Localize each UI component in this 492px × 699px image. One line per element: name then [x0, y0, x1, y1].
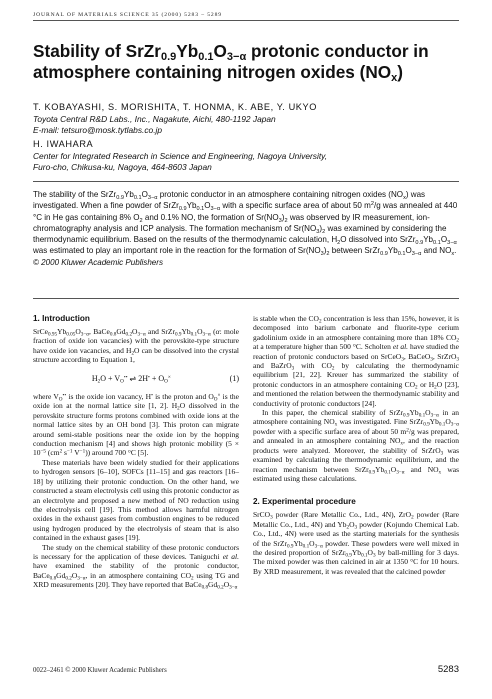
affiliation-2-line-2: Furo-cho, Chikusa-ku, Nagoya, 464-8603 Japan — [33, 162, 212, 172]
column-left — [33, 314, 239, 590]
paragraph: In this paper, the chemical stability of $SrZr_{0.9}Yb_{0.1}O_{3-\alpha}$ in an atmosphere containing $NO_x$ was investigated. Fine $SrZr_{0.9}Yb_{0.1}O_{3-\alpha}$ powder with a specific surface area of about 50 $m^2/g$ was prepared, and annealed in an atmosphere containing $NO_x$, and the reaction products were analyzed. Moreover, the stability of SrZrO$_3$ was examined by calculating the thermodynamic equilibrium, and the reaction mechanism between $SrZr_{0.9}Yb_{0.1}O_{3-\alpha}$ and $NO_x$ was estimated using these calculations. — [253, 408, 459, 483]
paper-title: Stability of $SrZr_{0.9}Yb_{0.1}O_{3-\alpha}$ protonic conductor in atmosphere containing nitrogen oxides $(NO_x)$ — [33, 41, 429, 84]
paragraph: is stable when the $CO_2$ concentration is less than 15%, however, it is decomposed into barium carbonate and fluorite-type cerium gadolinium oxide in an atmosphere containing more than 18% $CO_2$ at a temperature higher than 500 °C. Scholten et al. have studied the reaction of protonic conductors based on SrCeO$_3$, BaCeO$_3$, SrZrO$_3$ and BaZrO$_3$ with $CO_2$ by calculating the thermodynamic equilibrium [21, 22]. Kreuer has summarized the stability of protonic conductors in an atmosphere containing $CO_2$ or $H_2O$ [23], and mentioned the relation between the thermodynamic stability and conductivity of protonic conductors [24]. — [253, 314, 460, 408]
journal-header: JOURNAL OF MATERIALS SCIENCE 35 (2000) 5283 – 5289 — [33, 12, 222, 18]
affiliation-1: Toyota Central R&D Labs., Inc., Nagakute, Aichi, 480-1192 Japan — [33, 114, 276, 124]
equation-number: (1) — [229, 373, 239, 383]
footer-copyright: 0022–2461 © 2000 Kluwer Academic Publishers — [33, 667, 167, 674]
abstract-rule-top — [33, 181, 459, 182]
author-list-2: H. IWAHARA — [33, 139, 94, 149]
affiliation-2-line-1: Center for Integrated Research in Science and Engineering, Nagoya University, — [33, 151, 328, 161]
abstract-rule-bottom — [33, 298, 459, 299]
column-right — [253, 314, 459, 576]
section-heading-experimental: 2. Experimental procedure — [253, 497, 356, 507]
author-list-1: T. KOBAYASHI, S. MORISHITA, T. HONMA, K. ABE, Y. UKYO — [33, 102, 318, 112]
abstract: The stability of the $SrZr_{0.9}Yb_{0.1}O_{3-\alpha}$ protonic conductor in an atmosphere containing nitrogen oxides $(NO_x)$ was investigated. When a fine powder of $SrZr_{0.9}Yb_{0.1}O_{3-\alpha}$ with a specific surface area of about 50 $m^2/g$ was annealed at 440 °C in He gas containing 8% $O_2$ and 0.1% NO, the formation of $Sr(NO_3)_2$ was observed by IR measurement, ion-chromatography analysis and ICP analysis. The formation mechanism of $Sr(NO_3)_2$ was examined by considering the thermodynamic equilibrium. Based on the results of the thermodynamic calculation, $H_2O$ dissolved into $SrZr_{0.9}Yb_{0.1}O_{3-\alpha}$ was estimated to play an important role in the reaction for the formation of $Sr(NO_3)_2$ between $SrZr_{0.9}Yb_{0.1}O_{3-\alpha}$ and $NO_x$. © 2000 Kluwer Academic Publishers — [33, 190, 458, 267]
author-email: E-mail: tetsuro@mosk.tytlabs.co.jp — [33, 125, 163, 135]
abstract-copyright: © 2000 Kluwer Academic Publishers — [33, 257, 163, 267]
paragraph: where $V_O^{••}$ is the oxide ion vacancy, H• is the proton and $O_O^\times$ is the oxide ion at the normal lattice site [1, 2]. $H_2O$ dissolved in the perovskite structure forms protons combined with oxide ions at the normal lattice sites by an OH bond [3]. This proton can migrate around semi-stable positions near the oxide ion by the hopping conduction mechanism [4] and shows high protonic mobility ($5 \times 10^{-5}$ ($cm^2$ $s^{-1}$ $V^{-1}$)) around 700 °C [5]. — [33, 392, 240, 458]
section-heading-introduction: 1. Introduction — [33, 314, 90, 323]
paragraph: These materials have been widely studied for their applications to hydrogen sensors [6–10], SOFCs [11–15] and gas reactors [16–18] by utilizing their protonic conduction. On the other hand, we constructed a steam electrolysis cell using this protonic conductor as an electrolyte and proposed a new method of NO reduction using the electrolysis cell [19]. This method allows harmful nitrogen oxides in the exhaust gases from combustion engines to be reduced using hydrogen produced by the electrolysis of steam that is also contained in the exhaust gases [19]. — [33, 457, 239, 543]
paragraph: SrCO$_3$ powder (Rare Metallic Co., Ltd., 4N), ZrO$_2$ powder (Rare Metallic Co., Ltd., 4N) and $Yb_2O_3$ powder (Kojundo Chemical Lab. Co., Ltd., 4N) were used as the starting materials for the synthesis of the $SrZr_{0.9}Yb_{0.1}O_{3-\alpha}$ powder. These powders were well mixed in the desired proportion of $SrZr_{0.9}Yb_{0.1}O_3$ by ball-milling for 3 days. The mixed powder was then calcined in air at 1350 °C for 10 hours. By XRD measurement, it was revealed that the calcined powder — [253, 510, 459, 576]
header-rule — [33, 20, 459, 21]
paragraph: The study on the chemical stability of these protonic conductors is necessary for the application of these devices. Taniguchi et al. have examined the stability of the protonic conductor, $BaCe_{0.8}Gd_{0.2}O_{3-\alpha}$, in an atmosphere containing $CO_2$ using TG and XRD measurements [20]. They have reported that $BaCe_{0.8}Gd_{0.2}O_{3-\alpha}$ — [33, 542, 240, 591]
paragraph: $SrCe_{0.95}Yb_{0.05}O_{3-\alpha}$, $BaCe_{0.8}Gd_{0.2}O_{3-\alpha}$ and $SrZr_{0.9}Yb_{0.1}O_{3-\alpha}$ (α: mole fraction of oxide ion vacancies) with the perovskite-type structure have oxide ion vacancies, and $H_2O$ can be dissolved into the crystal structure according to Equation 1, — [33, 327, 240, 365]
page-number: 5283 — [437, 664, 459, 675]
equation-1: $H_2O + V_O^{••}$ ⇌ $2H^• + O_O^\times$ (1) — [91, 373, 239, 385]
